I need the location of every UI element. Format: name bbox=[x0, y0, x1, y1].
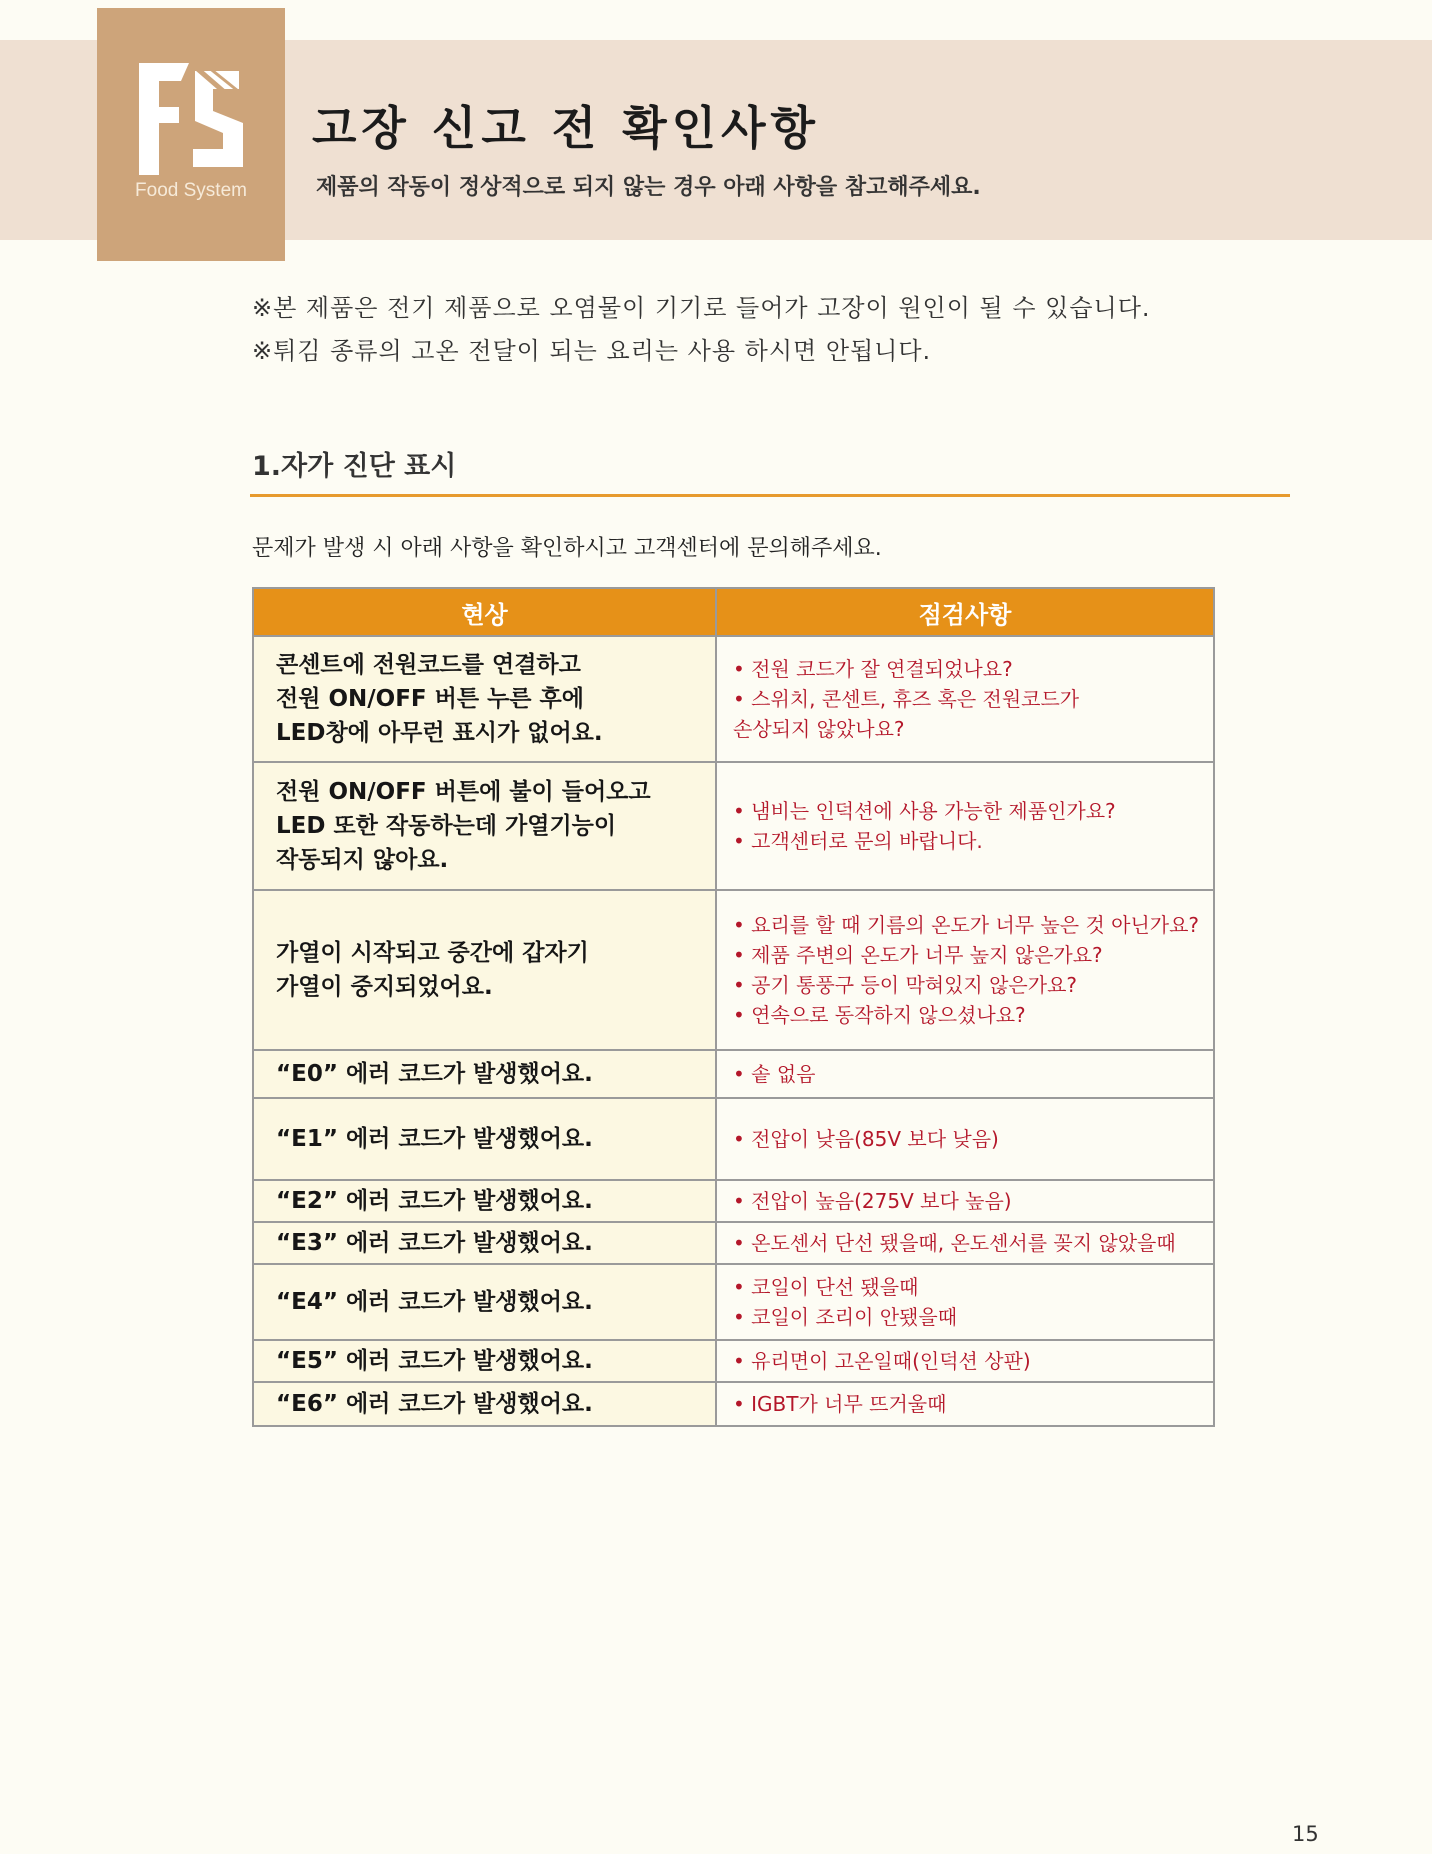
symptom-cell bbox=[253, 1382, 716, 1426]
logo-subtitle: Food System bbox=[135, 180, 247, 201]
symptom-cell bbox=[253, 1050, 716, 1098]
symptom-line: 콘센트에 전원코드를 연결하고 bbox=[276, 652, 581, 678]
check-cell bbox=[716, 636, 1214, 762]
caution-notes bbox=[252, 287, 1151, 373]
check-line: • 제품 주변의 온도가 너무 높지 않은가요? bbox=[733, 943, 1103, 967]
table-row bbox=[253, 636, 1214, 762]
symptom-cell bbox=[253, 1098, 716, 1180]
check-line: • 고객센터로 문의 바랍니다. bbox=[733, 829, 983, 853]
table-row bbox=[253, 1340, 1214, 1382]
page-subtitle: 제품의 작동이 정상적으로 되지 않는 경우 아래 사항을 참고해주세요. bbox=[316, 175, 981, 200]
symptom-line: “E5” 에러 코드가 발생했어요. bbox=[276, 1348, 593, 1374]
table-row bbox=[253, 1382, 1214, 1426]
symptom-cell bbox=[253, 1222, 716, 1264]
check-line: • 유리면이 고온일때(인덕션 상판) bbox=[733, 1349, 1031, 1373]
check-line: • IGBT가 너무 뜨거울때 bbox=[733, 1392, 947, 1416]
brand-logo bbox=[97, 8, 285, 261]
check-line: • 냄비는 인덕션에 사용 가능한 제품인가요? bbox=[733, 799, 1116, 823]
symptom-cell bbox=[253, 1180, 716, 1222]
check-line: • 연속으로 동작하지 않으셨나요? bbox=[733, 1003, 1026, 1027]
check-cell bbox=[716, 1382, 1214, 1426]
check-line: • 요리를 할 때 기름의 온도가 너무 높은 것 아닌가요? bbox=[733, 913, 1200, 937]
symptom-line: LED 또한 작동하는데 가열기능이 bbox=[276, 813, 617, 839]
symptom-cell bbox=[253, 1340, 716, 1382]
symptom-line: LED창에 아무런 표시가 없어요. bbox=[276, 720, 603, 746]
table-row bbox=[253, 762, 1214, 890]
symptom-line: “E0” 에러 코드가 발생했어요. bbox=[276, 1061, 593, 1087]
symptom-cell bbox=[253, 1264, 716, 1340]
table-row bbox=[253, 1180, 1214, 1222]
check-line: • 전원 코드가 잘 연결되었나요? bbox=[733, 657, 1013, 681]
table-row bbox=[253, 1222, 1214, 1264]
caution-note: ※튀김 종류의 고온 전달이 되는 요리는 사용 하시면 안됩니다. bbox=[252, 337, 932, 365]
check-line: • 온도센서 단선 됐을때, 온도센서를 꽂지 않았을때 bbox=[733, 1231, 1176, 1255]
fs-logo-icon bbox=[139, 63, 245, 175]
check-cell bbox=[716, 1222, 1214, 1264]
check-line: • 코일이 조리이 안됐을때 bbox=[733, 1305, 958, 1329]
symptom-line: 가열이 중지되었어요. bbox=[276, 974, 493, 1000]
symptom-line: 작동되지 않아요. bbox=[276, 847, 449, 873]
symptom-line: 가열이 시작되고 중간에 갑자기 bbox=[276, 940, 589, 966]
section-title: 1.자가 진단 표시 bbox=[252, 451, 457, 482]
symptom-cell bbox=[253, 762, 716, 890]
check-line: • 코일이 단선 됐을때 bbox=[733, 1275, 919, 1299]
caution-note: ※본 제품은 전기 제품으로 오염물이 기기로 들어가 고장이 원인이 될 수 있습니다. bbox=[252, 294, 1151, 322]
check-cell bbox=[716, 1098, 1214, 1180]
check-line: • 스위치, 콘센트, 휴즈 혹은 전원코드가 bbox=[733, 687, 1080, 711]
check-line: • 솥 없음 bbox=[733, 1062, 816, 1086]
symptom-line: “E4” 에러 코드가 발생했어요. bbox=[276, 1289, 593, 1315]
check-cell bbox=[716, 1050, 1214, 1098]
self-diagnosis-table bbox=[252, 587, 1215, 1427]
symptom-line: “E1” 에러 코드가 발생했어요. bbox=[276, 1126, 593, 1152]
symptom-line: “E2” 에러 코드가 발생했어요. bbox=[276, 1188, 593, 1214]
table-row bbox=[253, 1050, 1214, 1098]
check-line: • 공기 통풍구 등이 막혀있지 않은가요? bbox=[733, 973, 1077, 997]
check-cell bbox=[716, 762, 1214, 890]
table-header-row bbox=[253, 588, 1214, 636]
section-divider bbox=[250, 494, 1290, 497]
table-row bbox=[253, 1098, 1214, 1180]
symptom-line: 전원 ON/OFF 버튼에 불이 들어오고 bbox=[276, 779, 651, 805]
symptom-line: 전원 ON/OFF 버튼 누른 후에 bbox=[276, 686, 584, 712]
check-cell bbox=[716, 1180, 1214, 1222]
column-header-checks: 점검사항 bbox=[716, 588, 1214, 636]
table-row bbox=[253, 890, 1214, 1050]
symptom-cell bbox=[253, 636, 716, 762]
page-title: 고장 신고 전 확인사항 bbox=[312, 101, 820, 155]
page-number: 15 bbox=[1292, 1822, 1319, 1846]
table-row bbox=[253, 1264, 1214, 1340]
symptom-line: “E6” 에러 코드가 발생했어요. bbox=[276, 1391, 593, 1417]
check-cell bbox=[716, 1264, 1214, 1340]
symptom-line: “E3” 에러 코드가 발생했어요. bbox=[276, 1230, 593, 1256]
check-cell bbox=[716, 1340, 1214, 1382]
check-line: 손상되지 않았나요? bbox=[733, 717, 905, 741]
section-intro: 문제가 발생 시 아래 사항을 확인하시고 고객센터에 문의해주세요. bbox=[252, 536, 882, 561]
check-line: • 전압이 낮음(85V 보다 낮음) bbox=[733, 1127, 999, 1151]
check-cell bbox=[716, 890, 1214, 1050]
check-line: • 전압이 높음(275V 보다 높음) bbox=[733, 1189, 1012, 1213]
column-header-symptom: 현상 bbox=[253, 588, 716, 636]
symptom-cell bbox=[253, 890, 716, 1050]
